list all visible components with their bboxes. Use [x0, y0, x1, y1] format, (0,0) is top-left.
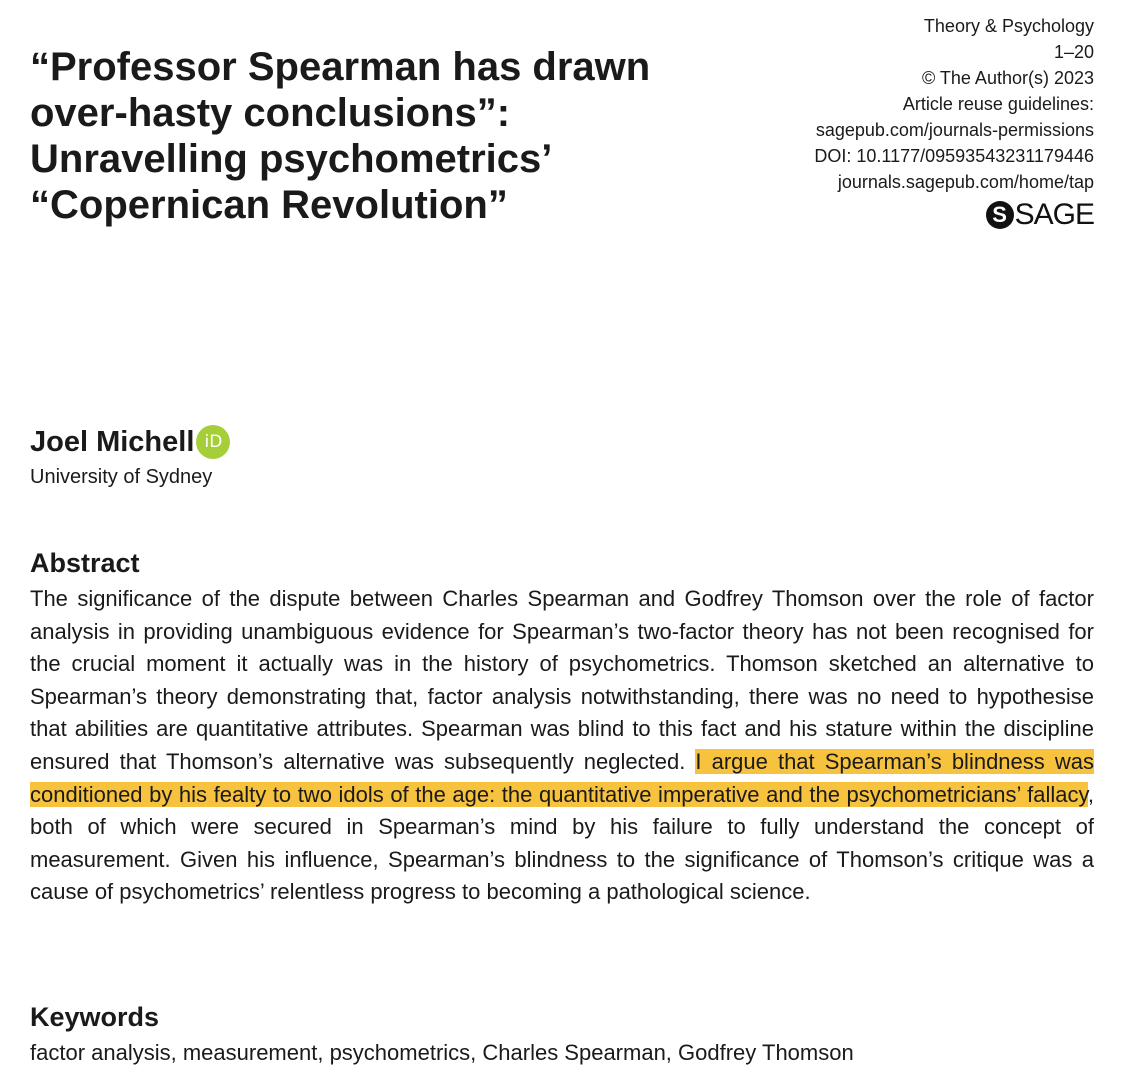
sage-logo-mark-icon: S — [986, 201, 1014, 229]
journal-name: Theory & Psychology — [923, 16, 1094, 36]
abstract-heading: Abstract — [30, 548, 140, 578]
sage-logo — [986, 198, 1094, 232]
abstract-text — [30, 583, 1094, 909]
doi[interactable]: DOI: 10.1177/09593543231179446 — [814, 146, 1094, 166]
abstract-text-before: The significance of the dispute between Charles Spearman and Godfrey Thomson over the role of factor analysis in providing unambiguous evidence for Spearman’s two-factor theory has not been recognised for the crucial moment it actually was in the history of psychometrics. Thomson sketched an alternative to Spearman’s theory demonstrating that, factor analysis notwithstanding, there was no need to hypothesise that abilities are quantitative attributes. Spearman was blind to this fact and his stature within the discipline ensured that Thomson’s alternative was subsequently neglected. — [30, 586, 1094, 774]
abstract-text-after: , both of which were secured in Spearman’s mind by his failure to fully understand the concept of measurement. Given his influence, Spearman’s blindness to the significance of Thomson’s critique was a cause of psychometrics’ relentless progress to becoming a pathological science. — [30, 781, 1094, 905]
author-name: Joel Michell — [30, 426, 195, 458]
journal-metadata — [674, 13, 1094, 232]
page-range: 1–20 — [1053, 42, 1094, 62]
author-affiliation: University of Sydney — [30, 466, 213, 488]
journal-homepage-link[interactable]: journals.sagepub.com/home/tap — [837, 172, 1094, 192]
author-line — [30, 424, 230, 460]
copyright-notice: © The Author(s) 2023 — [921, 68, 1094, 88]
permissions-link[interactable]: sagepub.com/journals-permissions — [815, 120, 1094, 140]
abstract-highlighted-text: I argue that Spearman’s blindness was conditioned by his fealty to two idols of the age: the quantitative imperative and the psychometricians’ fallacy — [30, 748, 1094, 807]
keywords-list: factor analysis, measurement, psychometrics, Charles Spearman, Godfrey Thomson — [30, 1040, 854, 1065]
article-title: “Professor Spearman has drawn over-hasty conclusions”: Unravelling psychometrics’ “Copernican Revolution” — [30, 45, 651, 227]
orcid-icon[interactable]: iD — [196, 425, 230, 459]
keywords-heading: Keywords — [30, 1002, 160, 1032]
sage-logo-word: SAGE — [1014, 198, 1094, 231]
reuse-guidelines-label: Article reuse guidelines: — [902, 94, 1094, 114]
